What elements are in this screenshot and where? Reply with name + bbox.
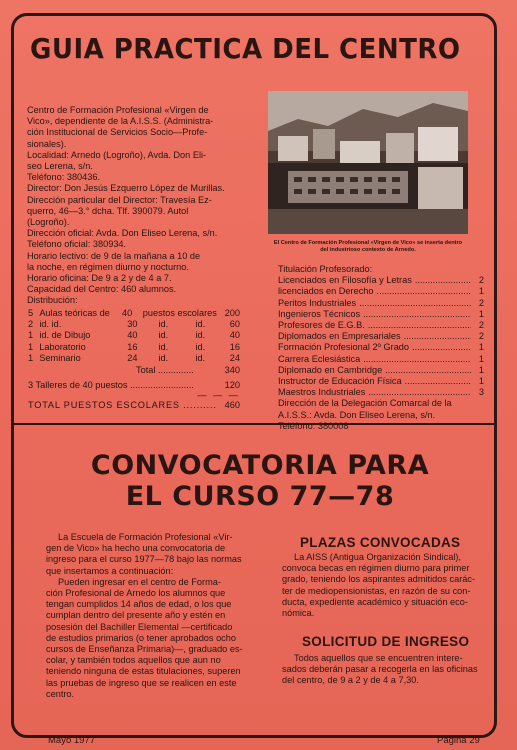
distribution-cell: 16 — [229, 341, 240, 352]
convocatoria-title-line-1: CONVOCATORIA PARA — [90, 450, 430, 481]
distribution-cell: 16 — [127, 341, 138, 352]
convocatoria-line: Pueden ingresar en el centro de Forma- — [58, 576, 221, 587]
info-line: Dirección particular del Director: Travesía Ez- — [27, 194, 212, 205]
titulacion-list — [278, 264, 484, 432]
titulacion-row — [278, 275, 484, 286]
distribution-cell: id. — [195, 352, 206, 363]
info-line: seo Lerena, s/n. — [27, 161, 93, 172]
titulacion-label: Profesores de E.G.B. — [278, 320, 365, 331]
total-label: Total .............. — [136, 365, 194, 376]
solicitud-heading: SOLICITUD DE INGRESO — [302, 634, 470, 649]
titulacion-count: 1 — [478, 364, 484, 375]
talleres-line: 3 Talleres de 40 puestos ......................... — [28, 380, 194, 391]
titulacion-count: 1 — [478, 342, 484, 353]
distribution-cell: 1 — [28, 341, 34, 352]
sum-rule: — — — — [197, 390, 240, 401]
leader-dots — [368, 320, 471, 331]
distribution-row — [28, 319, 240, 330]
convocatoria-line: que insertamos a continuación: — [46, 565, 174, 576]
distribution-cell: 40 — [229, 330, 240, 341]
distribution-cell: id. — [195, 319, 206, 330]
plazas-line: nómica. — [282, 608, 315, 619]
leader-dots — [412, 342, 471, 353]
distribution-table — [28, 308, 240, 412]
info-line: ción Institucional de Servicios Socio—Profe- — [27, 127, 208, 138]
distribution-cell: Aulas teóricas de — [39, 308, 110, 318]
titulacion-label: Diplomados en Empresariales — [278, 331, 401, 342]
plazas-line: La AISS (Antigua Organización Sindical), — [294, 552, 461, 562]
plazas-line: ter de mediopensionistas, en razón de su con- — [282, 585, 471, 596]
page-title: GUIA PRACTICA DEL CENTRO — [30, 32, 461, 65]
distribution-cell: id. — [158, 341, 169, 352]
convocatoria-line: teniendo ninguna de estas titulaciones, superen — [46, 666, 241, 677]
info-line: Centro de Formación Profesional «Virgen de — [27, 105, 209, 115]
titulacion-row — [278, 354, 484, 365]
distribution-cell: id. id. — [39, 319, 62, 330]
leader-dots — [377, 286, 471, 297]
plazas-body — [282, 552, 494, 619]
distribution-cell: id. — [158, 352, 169, 363]
solicitud-line: sados deberán pasar a recogerla en las oficinas — [282, 664, 478, 675]
titulacion-label: Licenciados en Filosofía y Letras — [278, 275, 412, 286]
distribution-cell: 2 — [28, 319, 34, 330]
distribution-cell: 1 — [28, 330, 34, 341]
delegacion-line: Teléfono: 380008 — [278, 420, 349, 431]
convocatoria-body — [46, 532, 266, 700]
solicitud-body — [282, 653, 494, 687]
convocatoria-line: posesión del Bachiller Elemental —certificado — [46, 621, 233, 632]
town-photo-image — [268, 91, 468, 234]
convocatoria-line: tengan cumplidos 14 años de edad, o los que — [46, 599, 232, 610]
titulacion-label: Peritos Industriales — [278, 297, 357, 308]
distribution-row — [28, 342, 240, 353]
titulacion-label: Carrera Eclesiástica — [278, 353, 361, 364]
solicitud-line: Todos aquellos que se encuentren intere- — [294, 653, 463, 663]
titulacion-row — [278, 376, 484, 387]
plazas-line: grado, teniendo los aspirantes admitidos carác- — [282, 574, 476, 585]
section-divider — [12, 423, 496, 425]
leader-dots — [415, 275, 471, 286]
leader-dots — [363, 309, 471, 320]
leader-dots — [363, 354, 471, 365]
distribution-cell: 30 — [127, 319, 138, 330]
convocatoria-line: La Escuela de Formación Profesional «Vir- — [58, 532, 233, 542]
talleres-value: 120 — [224, 380, 240, 391]
titulacion-label: licenciados en Derecho — [278, 286, 374, 297]
titulacion-count: 2 — [478, 320, 484, 331]
titulacion-row — [278, 365, 484, 376]
titulacion-count: 1 — [478, 308, 484, 319]
convocatoria-line: centro. — [46, 688, 75, 699]
titulacion-label: Formación Profesional 2º Grado — [278, 342, 410, 353]
distribution-cell: 5 — [28, 308, 34, 318]
distribution-cell: id. — [195, 330, 206, 341]
total-value: 340 — [224, 365, 240, 376]
solicitud-line: del centro, de 9 a 2 y de 4 a 7,30. — [282, 675, 419, 686]
info-line: Capacidad del Centro: 460 alumnos. — [27, 284, 177, 295]
distribution-cell: Laboratorio — [39, 341, 86, 352]
titulacion-label: Instructor de Educación Física — [278, 376, 402, 387]
distribution-row — [28, 330, 240, 341]
footer-date: Mayo 1977 — [48, 735, 96, 746]
leader-dots — [359, 298, 471, 309]
leader-dots — [368, 387, 471, 398]
distribution-cell: id. de Dibujo — [39, 330, 91, 341]
titulacion-row — [278, 298, 484, 309]
distribution-cell: 200 — [224, 308, 240, 318]
info-line: Localidad: Arnedo (Logroño), Avda. Don Eli- — [27, 149, 207, 160]
info-line: Horario oficina: De 9 a 2 y de 4 a 7. — [27, 273, 172, 284]
info-line: Teléfono oficial: 380934. — [27, 239, 127, 250]
info-line: Vico», dependiente de la A.I.S.S. (Administra- — [27, 116, 214, 127]
footer-page-number: Página 29 — [437, 735, 480, 746]
distribution-cell: puestos escolares — [142, 308, 217, 318]
distribution-cell: Seminario — [39, 352, 81, 363]
titulacion-row — [278, 342, 484, 353]
plazas-line: convoca becas en régimen diurno para primer — [282, 563, 470, 574]
distribution-cell: id. — [158, 319, 169, 330]
info-line: Teléfono: 380436. — [27, 172, 101, 183]
titulacion-count: 2 — [478, 297, 484, 308]
convocatoria-line: ción Profesional de Arnedo los alumnos que — [46, 588, 226, 599]
info-line: Horario lectivo: de 9 de la mañana a 10 de — [27, 250, 201, 261]
convocatoria-line: gen de Vico» ha hecho una convocatoria de — [46, 543, 226, 554]
plazas-line: ducta, expediente académico y situación eco- — [282, 596, 468, 607]
delegacion-line: Dirección de la Delegación Comarcal de la — [278, 398, 452, 409]
titulacion-count: 1 — [478, 376, 484, 387]
convocatoria-line: de estudios primarios (o tener aprobados ocho — [46, 632, 236, 643]
leader-dots — [385, 365, 471, 376]
distribution-cell: 1 — [28, 352, 34, 363]
distribution-cell: 40 — [121, 308, 133, 318]
titulacion-row — [278, 320, 484, 331]
info-line: (Logroño). — [27, 217, 70, 228]
convocatoria-title-line-2: EL CURSO 77—78 — [125, 481, 395, 512]
grand-total-value: 460 — [224, 400, 240, 411]
leader-dots — [404, 331, 471, 342]
titulacion-count: 1 — [478, 286, 484, 297]
info-line: Director: Don Jesús Ezquerro López de Murillas. — [27, 183, 225, 194]
titulacion-row — [278, 309, 484, 320]
convocatoria-title — [70, 450, 450, 512]
distribution-cell: 60 — [229, 319, 240, 330]
distribution-row — [28, 353, 240, 364]
convocatoria-line: ingreso para el curso 1977—78 bajo las normas — [46, 554, 242, 565]
titulacion-count: 1 — [478, 353, 484, 364]
info-line: la noche, en régimen diurno y nocturno. — [27, 261, 189, 272]
titulacion-label: Ingenieros Técnicos — [278, 308, 361, 319]
delegacion-line: A.I.S.S.: Avda. Don Eliseo Lerena, s/n. — [278, 409, 436, 420]
titulacion-row — [278, 387, 484, 398]
info-line: sionales). — [27, 138, 67, 149]
distribution-cell: 24 — [229, 352, 240, 363]
titulacion-row — [278, 331, 484, 342]
info-line: querro, 46—3.° dcha. Tlf. 390079. Autol — [27, 205, 189, 216]
titulacion-count: 2 — [478, 331, 484, 342]
titulacion-count: 3 — [478, 387, 484, 398]
convocatoria-line: las pruebas de ingreso que se realicen en este — [46, 677, 237, 688]
info-line: Distribución: — [27, 295, 78, 306]
distribution-cell: id. — [195, 341, 206, 352]
plazas-heading: PLAZAS CONVOCADAS — [300, 535, 461, 550]
center-photo — [268, 91, 468, 234]
convocatoria-line: cumplan dentro del presente año y estén en — [46, 610, 226, 621]
distribution-cell: 40 — [127, 330, 138, 341]
distribution-cell: 24 — [127, 352, 138, 363]
grand-total-label: TOTAL PUESTOS ESCOLARES .......... — [28, 400, 217, 411]
leader-dots — [405, 376, 471, 387]
distribution-row — [28, 308, 240, 319]
convocatoria-line: colar, y también todos aquellos que aun no — [46, 655, 221, 666]
distribution-cell: id. — [158, 330, 169, 341]
center-info — [27, 105, 267, 307]
titulacion-heading: Titulación Profesorado: — [278, 264, 373, 274]
titulacion-label: Diplomado en Cambridge — [278, 364, 383, 375]
convocatoria-line: cursos de Enseñanza Primaria)—, graduado es- — [46, 644, 243, 655]
titulacion-count: 2 — [478, 275, 484, 286]
titulacion-label: Maestros Industriales — [278, 387, 366, 398]
info-line: Dirección oficial: Avda. Don Eliseo Lerena, s/n. — [27, 228, 218, 239]
titulacion-row — [278, 286, 484, 297]
photo-caption: El Centro de Formación Profesional «Virgen de Vico» se inserta dentro del industrioso contexto de Arnedo. — [273, 240, 463, 253]
